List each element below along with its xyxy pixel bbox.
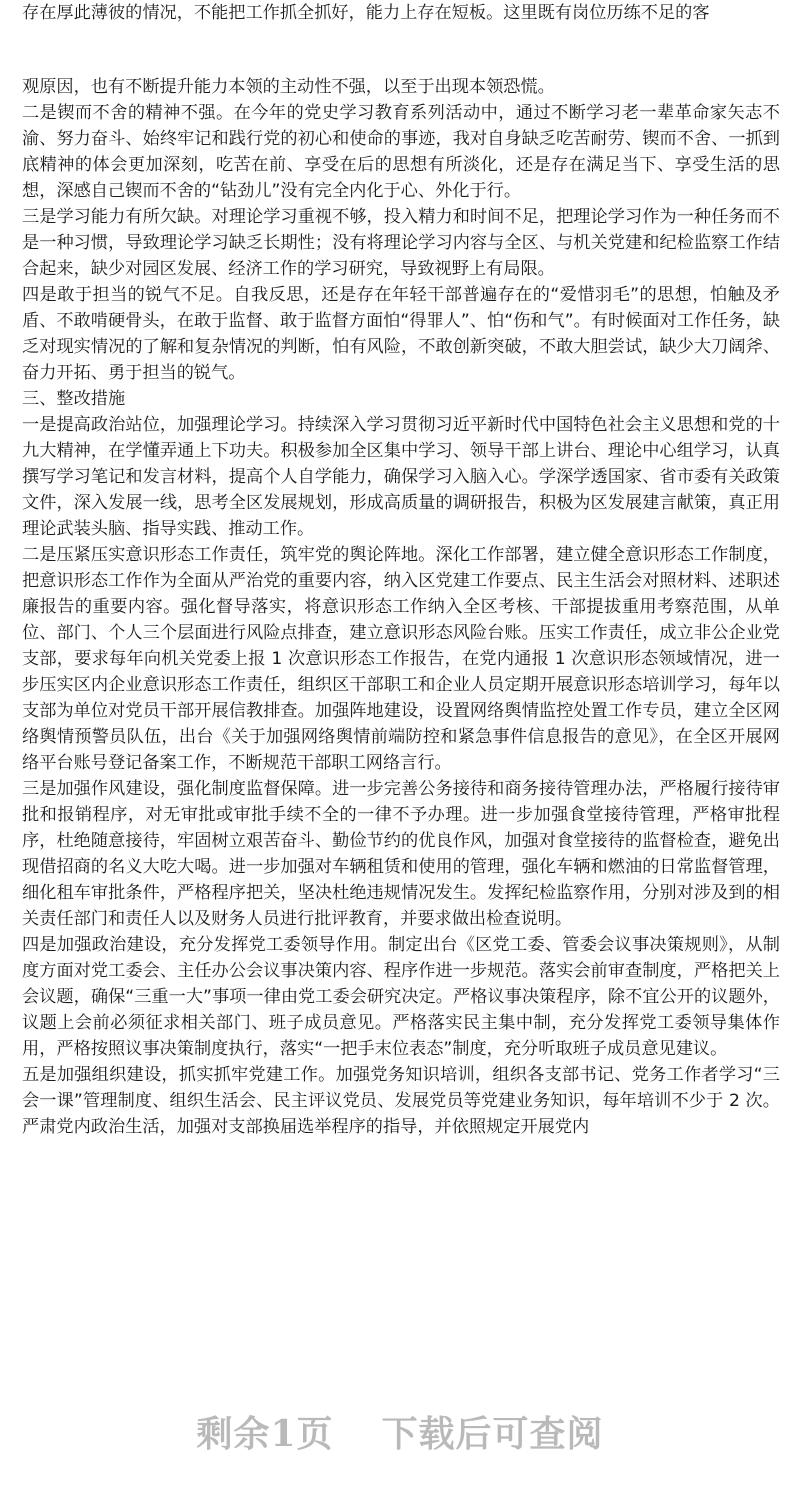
- paragraph-top-line: 存在厚此薄彼的情况，不能把工作抓全抓好，能力上存在短板。这里既有岗位历练不足的客: [22, 3, 710, 23]
- paragraph-measure-2: 二是压紧压实意识形态工作责任，筑牢党的舆论阵地。深化工作部署，建立健全意识形态工作制度，把意识形态工作作为全面从严治党的重要内容，纳入区党建工作要点、民主生活会对照材料、述职述廉报告的重要内容。强化督导落实，将意识形态工作纳入全区考核、干部提拔重用考察范围，从单位、部门、个人三个层面进行风险点排查，建立意识形态风险台账。压实工作责任，成立非公企业党支部，要求每年向机关党委上报 1 次意识形态工作报告，在党内通报 1 次意识形态领域情况，进一步压实区内企业意识形态工作责任，组织区干部职工和企业人员定期开展意识形态培训学习，每年以支部为单位对党员干部开展信教排查。加强阵地建设，设置网络舆情监控处置工作专员，建立全区网络舆情预警员队伍，出台《关于加强网络舆情前端防控和紧急事件信息报告的意见》，在全区开展网络平台账号登记备案工作，不断规范干部职工网络言行。: [22, 545, 780, 773]
- paragraph-measure-3: 三是加强作风建设，强化制度监督保障。进一步完善公务接待和商务接待管理办法，严格履行接待审批和报销程序，对无审批或审批手续不全的一律不予办理。进一步加强食堂接待管理，严格审批程序，杜绝随意接待，牢固树立艰苦奋斗、勤俭节约的优良作风，加强对食堂接待的监督检查，避免出现借招商的名义大吃大喝。进一步加强对车辆租赁和使用的管理，强化车辆和燃油的日常监督管理，细化租车审批条件，严格程序把关，坚决杜绝违规情况发生。发挥纪检监察作用，分别对涉及到的相关责任部门和责任人以及财务人员进行批评教育，并要求做出检查说明。: [22, 779, 780, 929]
- paragraph-3: 三是学习能力有所欠缺。对理论学习重视不够，投入精力和时间不足，把理论学习作为一种任务而不是一种习惯，导致理论学习缺乏长期性；没有将理论学习内容与全区、与机关党建和纪检监察工作结合起来，缺少对园区发展、经济工作的学习研究，导致视野上有局限。: [22, 207, 780, 279]
- paragraph-4: 四是敢于担当的锐气不足。自我反思，还是存在年轻干部普遍存在的“爱惜羽毛”的思想，怕触及矛盾、不敢啃硬骨头，在敢于监督、敢于监督方面怕“得罪人”、怕“伤和气”。有时候面对工作任务，缺乏对现实情况的了解和复杂情况的判断，怕有风险，不敢创新突破，不敢大胆尝试，缺少大刀阔斧、奋力开拓、勇于担当的锐气。: [22, 285, 780, 383]
- section-heading: 三、整改措施: [22, 389, 126, 409]
- paragraph-measure-4: 四是加强政治建设，充分发挥党工委领导作用。制定出台《区党工委、管委会议事决策规则》，从制度方面对党工委会、主任办公会议事决策内容、程序作进一步规范。落实会前审查制度，严格把关上会议题，确保“三重一大”事项一律由党工委会研究决定。严格议事决策程序，除不宜公开的议题外，议题上会前必须征求相关部门、班子成员意见。严格落实民主集中制，充分发挥党工委领导集体作用，严格按照议事决策制度执行，落实“一把手末位表态”制度，充分听取班子成员意见建议。: [22, 935, 780, 1059]
- document-top-fragment: [22, 0, 780, 26]
- paragraph-measure-1: 一是提高政治站位，加强理论学习。持续深入学习贯彻习近平新时代中国特色社会主义思想和党的十九大精神，在学懂弄通上下功夫。积极参加全区集中学习、领导干部上讲台、理论中心组学习，认真撰写学习笔记和发言材料，提高个人自学能力，确保学习入脑入心。学深学透国家、省市委有关政策文件，深入发展一线，思考全区发展规划，形成高质量的调研报告，积极为区发展建言献策，真正用理论武装头脑、指导实践、推动工作。: [22, 415, 780, 539]
- document-body: [22, 74, 780, 1140]
- remaining-pages-label: 剩余1页: [196, 1413, 334, 1455]
- paragraph-2: 二是锲而不舍的精神不强。在今年的党史学习教育系列活动中，通过不断学习老一辈革命家矢志不渝、努力奋斗、始终牢记和践行党的初心和使命的事迹，我对自身缺乏吃苦耐劳、锲而不舍、一抓到底精神的体会更加深刻，吃苦在前、享受在后的思想有所淡化，还是存在满足当下、享受生活的思想，深感自己锲而不舍的“钻劲儿”没有完全内化于心、外化于行。: [22, 103, 780, 201]
- paragraph-1: 观原因，也有不断提升能力本领的主动性不强，以至于出现本领恐慌。: [22, 77, 555, 97]
- paragraph-measure-5: 五是加强组织建设，抓实抓牢党建工作。加强党务知识培训，组织各支部书记、党务工作者学习“三会一课”管理制度、组织生活会、民主评议党员、发展党员等党建业务知识，每年培训不少于 2 次。严肃党内政治生活，加强对支部换届选举程序的指导，并依照规定开展党内: [22, 1065, 780, 1137]
- download-hint-label: 下载后可查阅: [381, 1413, 604, 1455]
- download-prompt[interactable]: [0, 1406, 800, 1457]
